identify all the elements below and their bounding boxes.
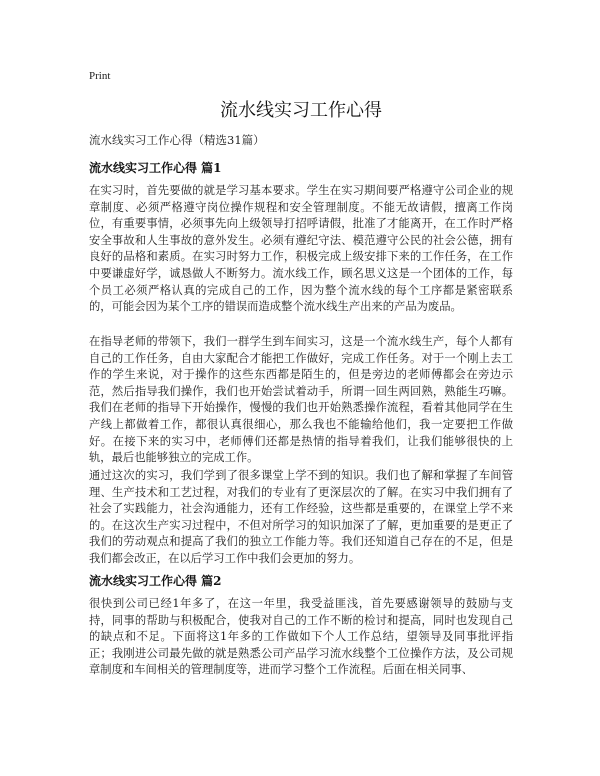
print-link[interactable]: Print <box>89 70 111 82</box>
section-heading-2: 流水线实习工作心得 篇2 <box>89 574 222 588</box>
section-2-paragraph-1: 很快到公司已经1年多了，在这一年里，我受益匪浅，首先要感谢领导的鼓励与支持，同事的帮助与积极配合，使我对自己的工作不断的检讨和提高，同时也发现自己的缺点和不足。下面将这1年多的工作做如下个人工作总结，望领导及同事批评指正；我刚进公司最先做的就是熟悉公司产品学习流水线整个工位操作方法，及公司规章制度和车间相关的管理制度等，进而学习整个工作流程。后面在相关同事、 <box>89 597 513 677</box>
section-1-paragraph-1: 在实习时，首先要做的就是学习基本要求。学生在实习期间要严格遵守公司企业的规章制度、必须严格遵守岗位操作规程和安全管理制度。不能无故请假，擅离工作岗位，有重要事情，必须事先向上级领导打招呼请假，批准了才能离开，在工作时严格安全事故和人生事故的意外发生。必须有遵纪守法、模范遵守公民的社会公德，拥有良好的品格和素质。在实习时努力工作，积极完成上级安排下来的工作任务，在工作中要谦虚好学，诚恳做人不断努力。流水线工作，顾名思义这是一个团体的工作，每个员工必须严格认真的完成自己的工作，因为整个流水线的每个工序都是紧密联系的，可能会因为某个工序的错误而造成整个流水线生产出来的产品为废品。 <box>89 184 513 314</box>
section-heading-1: 流水线实习工作心得 篇1 <box>89 161 222 175</box>
section-1-paragraph-2: 在指导老师的带领下，我们一群学生到车间实习，这是一个流水线生产，每个人都有自己的工作任务，自由大家配合才能把工作做好，完成工作任务。对于一个刚上去工作的学生来说，对于操作的这些东西都是陌生的，但是旁边的老师傅都会在旁边示范，然后指导我们操作，我们也开始尝试着动手，所谓一回生两回熟，熟能生巧嘛。我们在老师的指导下开始操作，慢慢的我们也开始熟悉操作流程，看着其他同学在生产线上都做着工作，都很认真很细心，那么我也不能输给他们，我一定要把工作做好。在接下来的实习中，老师傅们还都是热情的指导着我们，让我们能够很快的上轨，最后也能够独立的完成工作。 <box>89 335 513 465</box>
section-1-paragraph-3: 通过这次的实习，我们学到了很多课堂上学不到的知识。我们也了解和掌握了车间管理、生产技术和工艺过程，对我们的专业有了更深层次的了解。在实习中我们拥有了社会了实践能力，社会沟通能力，还有工作经验，这些都是重要的，在课堂上学不来的。在这次生产实习过程中，不但对所学习的知识加深了了解，更加重要的是更正了我们的劳动观点和提高了我们的独立工作能力等。我们还知道自己存在的不足，但是我们都会改正，在以后学习工作中我们会更加的努力。 <box>89 469 513 565</box>
page-title: 流水线实习工作心得 <box>220 100 382 121</box>
document-subtitle: 流水线实习工作心得（精选31篇） <box>89 133 265 147</box>
